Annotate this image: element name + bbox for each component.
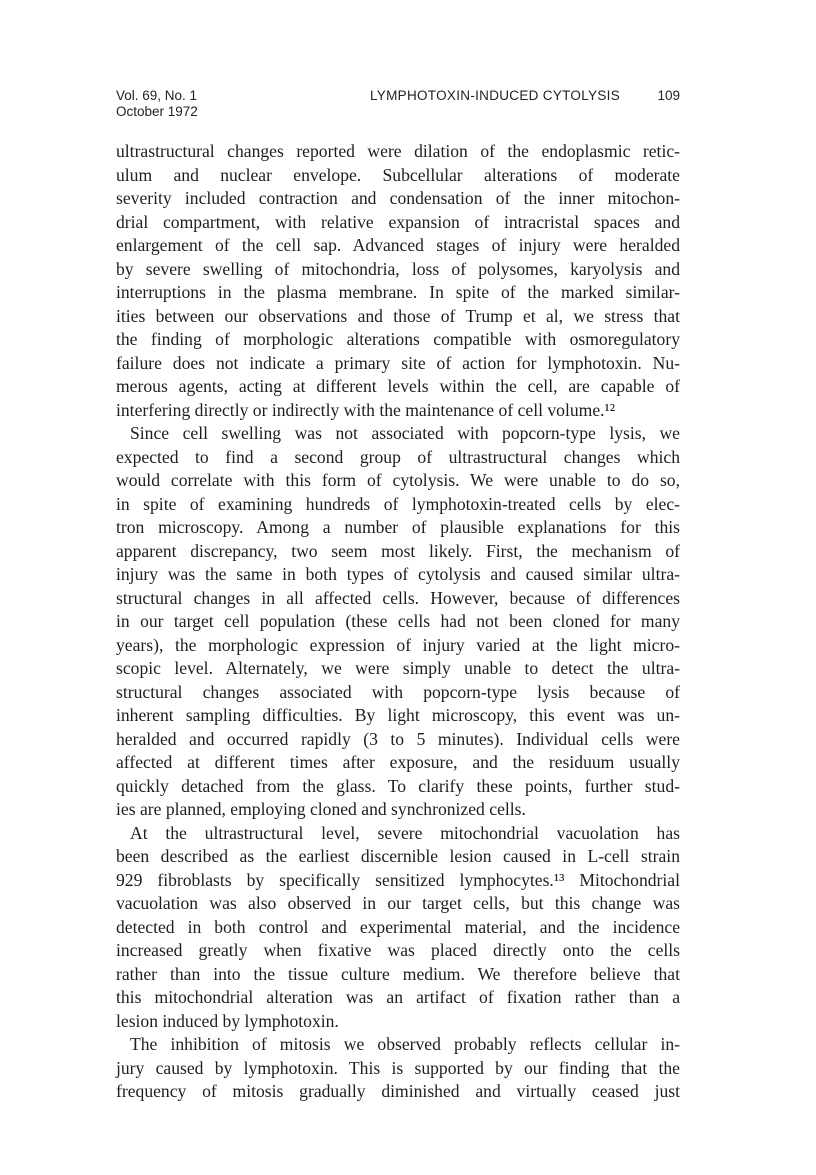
text-line: would correlate with this form of cytolysis. We were unable to do so,: [116, 470, 680, 490]
text-line: drial compartment, with relative expansion of intracristal spaces and: [116, 211, 680, 232]
text-line: lesion induced by lymphotoxin.: [116, 1010, 339, 1031]
text-line: expected to find a second group of ultrastructural changes which: [116, 446, 680, 467]
text-line: detected in both control and experimental material, and the incidence: [116, 916, 680, 937]
text-line: ies are planned, employing cloned and synchronized cells.: [116, 799, 526, 819]
text-line: enlargement of the cell sap. Advanced stages of injury were heralded: [116, 235, 680, 255]
text-line: failure does not indicate a primary site of action for lymphotoxin. Nu-: [116, 352, 680, 373]
text-line: increased greatly when fixative was placed directly onto the cells: [116, 940, 680, 960]
text-line: by severe swelling of mitochondria, loss of polysomes, karyolysis and: [116, 258, 680, 279]
issue-date: October 1972: [116, 104, 198, 119]
text-line: apparent discrepancy, two seem most likely. First, the mechanism of: [116, 540, 680, 561]
article-body: [116, 140, 680, 1104]
text-line: structural changes associated with popcorn-type lysis because of: [116, 681, 680, 702]
text-line: this mitochondrial alteration was an artifact of fixation rather than a: [116, 987, 680, 1007]
page-number: 109: [657, 88, 680, 103]
text-line: quickly detached from the glass. To clarify these points, further stud-: [116, 775, 680, 796]
text-line: years), the morphologic expression of injury varied at the light micro-: [116, 634, 680, 655]
text-line: scopic level. Alternately, we were simply unable to detect the ultra-: [116, 658, 680, 678]
text-line: jury caused by lymphotoxin. This is supported by our finding that the: [116, 1057, 680, 1078]
text-line: injury was the same in both types of cytolysis and caused similar ultra-: [116, 564, 680, 584]
text-line: ities between our observations and those of Trump et al, we stress that: [116, 305, 680, 326]
text-line: vacuolation was also observed in our target cells, but this change was: [116, 893, 680, 913]
text-line: tron microscopy. Among a number of plausible explanations for this: [116, 517, 680, 537]
text-line: structural changes in all affected cells. However, because of differences: [116, 587, 680, 608]
text-line: ulum and nuclear envelope. Subcellular alterations of moderate: [116, 164, 680, 185]
text-line: rather than into the tissue culture medium. We therefore believe that: [116, 963, 680, 984]
text-line: The inhibition of mitosis we observed probably reflects cellular in-: [130, 1034, 680, 1054]
text-line: heralded and occurred rapidly (3 to 5 minutes). Individual cells were: [116, 728, 680, 749]
text-line: inherent sampling difficulties. By light microscopy, this event was un-: [116, 705, 680, 725]
running-title: LYMPHOTOXIN-INDUCED CYTOLYSIS: [370, 88, 620, 103]
text-line: interruptions in the plasma membrane. In spite of the marked similar-: [116, 282, 680, 302]
text-line: At the ultrastructural level, severe mitochondrial vacuolation has: [130, 822, 680, 843]
text-line: interfering directly or indirectly with the maintenance of cell volume.¹²: [116, 399, 616, 420]
text-line: frequency of mitosis gradually diminished and virtually ceased just: [116, 1081, 680, 1101]
text-line: merous agents, acting at different levels within the cell, are capable of: [116, 376, 680, 396]
volume-number: Vol. 69, No. 1: [116, 88, 198, 103]
text-line: Since cell swelling was not associated with popcorn-type lysis, we: [130, 423, 680, 443]
text-line: in our target cell population (these cells had not been cloned for many: [116, 611, 680, 631]
text-line: in spite of examining hundreds of lymphotoxin-treated cells by elec-: [116, 493, 680, 514]
text-line: affected at different times after exposure, and the residuum usually: [116, 752, 680, 772]
issue-info: [116, 88, 198, 120]
text-line: severity included contraction and condensation of the inner mitochon-: [116, 188, 680, 208]
text-line: ultrastructural changes reported were dilation of the endoplasmic retic-: [116, 141, 680, 161]
text-line: been described as the earliest discernible lesion caused in L-cell strain: [116, 846, 680, 866]
text-line: the finding of morphologic alterations compatible with osmoregulatory: [116, 329, 680, 349]
text-line: 929 fibroblasts by specifically sensitized lymphocytes.¹³ Mitochondrial: [116, 869, 680, 890]
